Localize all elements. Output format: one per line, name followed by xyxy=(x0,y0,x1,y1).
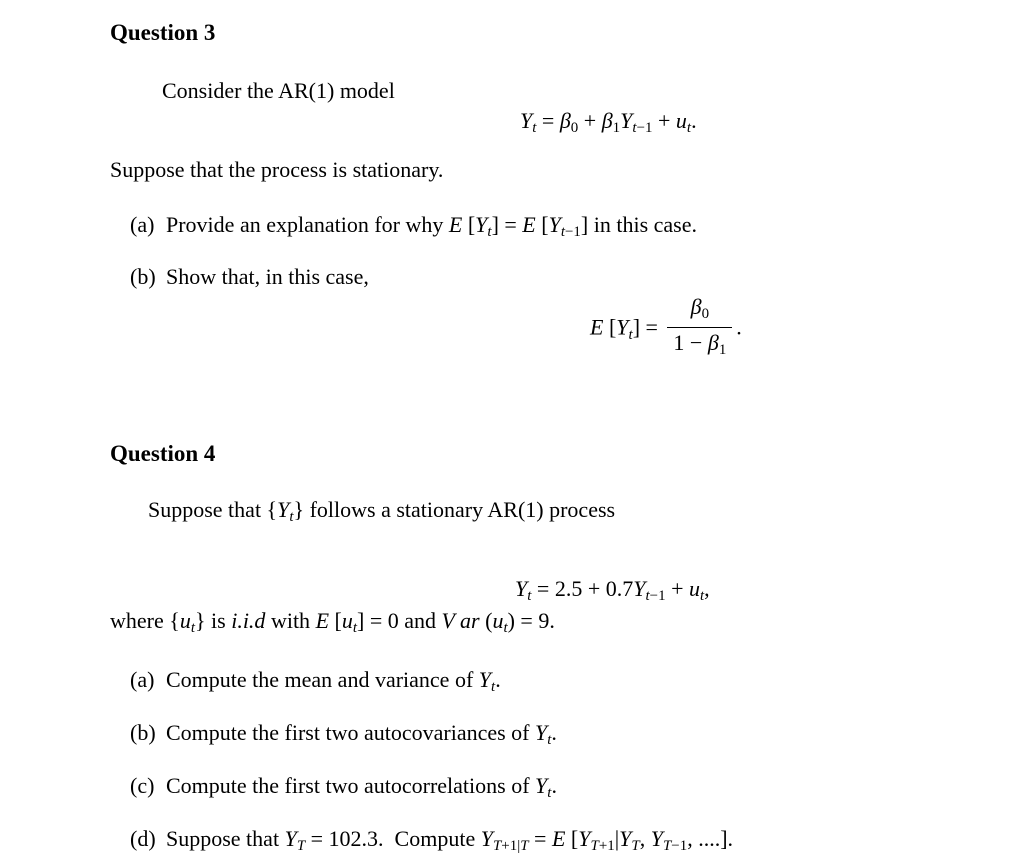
q3-part-b xyxy=(130,263,994,292)
question-3-heading: Question 3 xyxy=(110,20,216,45)
q4-ar1-process-equation: Yt = 2.5 + 0.7Yt−1 + ut, xyxy=(515,575,710,604)
q4-part-a-text: Compute the mean and variance of Yt. xyxy=(166,666,501,696)
q3-expectation-equation: E [Yt] = $\frac{\beta 0}{1 - \beta 1}$ . xyxy=(590,293,994,366)
q4-part-b xyxy=(130,719,994,751)
q4-part-d-text: Suppose that YT = 102.3. Compute YT+1|T = E [YT+1|YT, YT−1, ....]. xyxy=(166,825,734,854)
q4-part-c xyxy=(130,772,994,804)
q4-part-c-text: Compute the first two autocorrelations of Yt. xyxy=(166,773,557,802)
q4-where-line: where {ut} is i.i.d with E [ut] = 0 and V ar (ut) = 9. xyxy=(110,608,555,637)
q3-part-a xyxy=(130,211,994,243)
q3-ar1-model-equation: Yt = β0 + β1Yt−1 + ut. xyxy=(520,108,697,137)
q3-stationary-note: Suppose that the process is stationary. xyxy=(110,157,444,183)
q4-intro-paragraph: Suppose that {Yt} follows a stationary AR(1) process xyxy=(148,497,616,526)
q4-part-a xyxy=(130,666,994,698)
q4-part-a-label: (a) xyxy=(130,666,155,692)
q3-part-b-text: Show that, in this case, xyxy=(166,264,369,290)
q3-part-b-label: (b) xyxy=(130,264,156,290)
q4-part-b-text: Compute the first two autocovariances of Yt. xyxy=(166,719,557,748)
q4-part-d xyxy=(130,825,994,857)
q3-intro-paragraph: Consider the AR(1) model xyxy=(162,77,395,103)
q4-part-d-label: (d) xyxy=(130,825,156,851)
q3-part-a-text: Provide an explanation for why E [Yt] = E [Yt−1] in this case. xyxy=(166,211,697,240)
q3-part-a-label: (a) xyxy=(130,211,155,237)
fraction: $\frac{\beta 0}{1 - \beta 1}$ xyxy=(667,293,732,360)
q4-part-c-label: (c) xyxy=(130,773,155,799)
question-4-heading: Question 4 xyxy=(110,441,216,467)
q4-part-b-label: (b) xyxy=(130,719,156,745)
